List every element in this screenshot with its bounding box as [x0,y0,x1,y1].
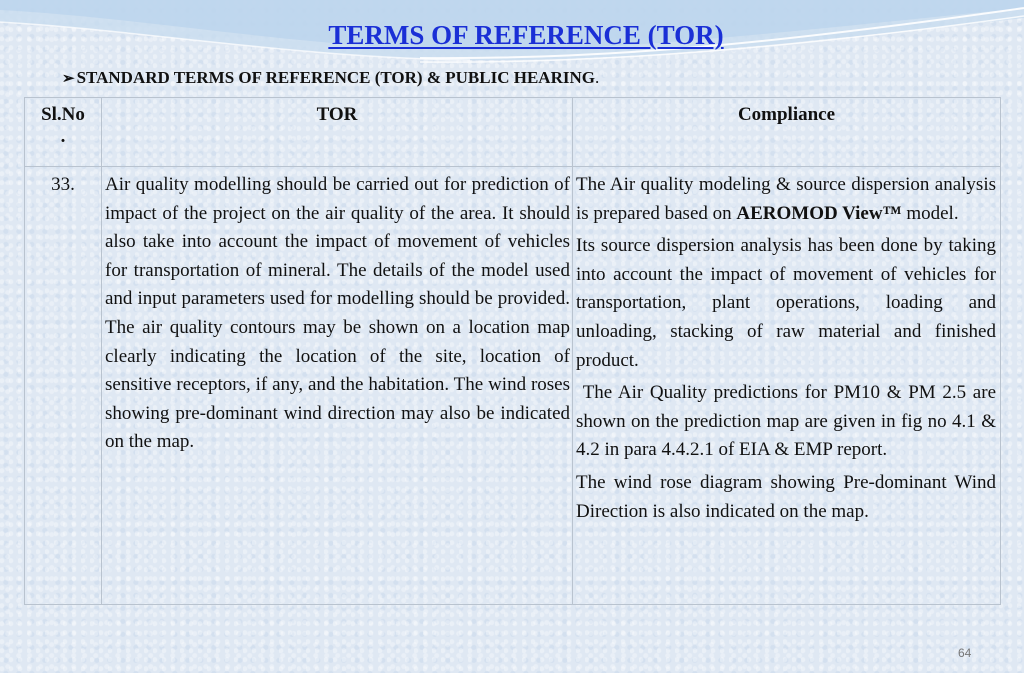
page-title: TERMS OF REFERENCE (TOR) [328,20,724,50]
page-number: 64 [958,646,972,660]
model-name: AEROMOD View™ [736,202,902,224]
cell-compliance [573,167,1001,605]
tor-table [24,97,1001,605]
subtitle-suffix: . [594,68,600,87]
subtitle-text: STANDARD TERMS OF REFERENCE (TOR) & PUBLIC HEARING [76,68,595,87]
compliance-para-2: Its source dispersion analysis has been done by taking into account the impact of movement of vehicles for transportation, plant operations, loading and unloading, stacking of raw material and finished product. [576,235,996,371]
section-subtitle [62,68,599,88]
header-tor: TOR [102,98,573,167]
cell-sl-no: 33. [25,167,102,605]
table-header-row [25,98,1001,167]
cell-tor-text: Air quality modelling should be carried out for prediction of impact of the project on the air quality of the area. It should also take into account the impact of movement of vehicles for transportation of mineral. The details of the model used and input parameters used for modelling should be provided. The air quality contours may be shown on a location map clearly indicating the location of the site, location of sensitive receptors, if any, and the habitation. The wind roses showing pre-dominant wind direction may also be indicated on the map. [102,167,573,605]
compliance-para-1: The Air quality modeling & source dispersion analysis is prepared based on AEROMOD View™ model. [576,174,996,224]
header-sl-no: Sl.No . [25,98,102,167]
arrow-bullet-icon: ➢ [62,70,75,87]
table-row [25,167,1001,605]
header-compliance: Compliance [573,98,1001,167]
compliance-para-4: The wind rose diagram showing Pre-dominant Wind Direction is also indicated on the map. [576,471,996,522]
compliance-para-3: The Air Quality predictions for PM10 & PM 2.5 are shown on the prediction map are given in fig no 4.1 & 4.2 in para 4.4.2.1 of EIA & EMP report. [576,382,1001,461]
